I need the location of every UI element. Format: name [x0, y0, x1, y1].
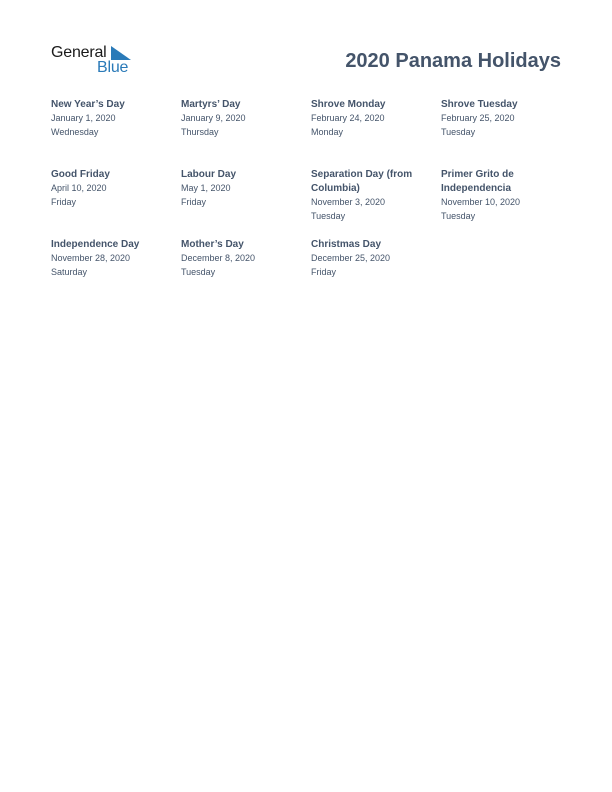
- holiday-weekday: Tuesday: [441, 126, 476, 137]
- holiday-item: [311, 98, 441, 168]
- holiday-weekday: Friday: [311, 266, 337, 277]
- holiday-grid: [51, 98, 571, 308]
- holiday-date: February 24, 2020: [311, 113, 385, 123]
- holiday-weekday: Monday: [311, 126, 344, 137]
- logo-text-general: General: [51, 44, 107, 61]
- logo-text-blue: Blue: [97, 59, 129, 76]
- holiday-item: [181, 98, 311, 168]
- holiday-date: November 3, 2020: [311, 197, 386, 207]
- holiday-date: December 8, 2020: [181, 253, 256, 263]
- holiday-name: Separation Day (from Columbia): [311, 169, 413, 194]
- holiday-item: [441, 98, 571, 168]
- holiday-date: May 1, 2020: [181, 183, 231, 193]
- holiday-weekday: Friday: [51, 196, 77, 207]
- holiday-item: [181, 238, 311, 308]
- holiday-name: Shrove Monday: [311, 99, 386, 110]
- holiday-item: [311, 238, 441, 308]
- holiday-item: [51, 168, 181, 238]
- holiday-date: January 1, 2020: [51, 113, 116, 123]
- holiday-name: Shrove Tuesday: [441, 99, 518, 110]
- holiday-weekday: Thursday: [181, 126, 219, 137]
- holiday-item: [181, 168, 311, 238]
- holiday-name: Labour Day: [181, 169, 237, 180]
- holiday-date: November 10, 2020: [441, 197, 521, 207]
- holiday-weekday: Wednesday: [51, 126, 99, 137]
- logo-triangle-icon: [111, 46, 131, 60]
- holiday-date: April 10, 2020: [51, 183, 107, 193]
- holiday-date: November 28, 2020: [51, 253, 131, 263]
- holiday-date: February 25, 2020: [441, 113, 515, 123]
- holiday-item: [51, 238, 181, 308]
- holiday-name: Good Friday: [51, 169, 110, 180]
- holiday-weekday: Friday: [181, 196, 207, 207]
- page-title: 2020 Panama Holidays: [345, 50, 561, 72]
- holiday-item: [311, 168, 441, 238]
- holiday-weekday: Tuesday: [441, 210, 476, 221]
- holiday-name: Mother’s Day: [181, 239, 244, 250]
- holiday-name: Independence Day: [51, 239, 140, 250]
- generalblue-logo: [51, 44, 135, 78]
- holiday-weekday: Saturday: [51, 266, 88, 277]
- holiday-date: December 25, 2020: [311, 253, 391, 263]
- holiday-weekday: Tuesday: [181, 266, 216, 277]
- holiday-item: [441, 168, 571, 238]
- holiday-name: Primer Grito de Independencia: [441, 169, 514, 194]
- holiday-name: New Year’s Day: [51, 99, 125, 110]
- holiday-name: Christmas Day: [311, 239, 382, 250]
- holiday-item: [51, 98, 181, 168]
- holiday-date: January 9, 2020: [181, 113, 246, 123]
- holiday-weekday: Tuesday: [311, 210, 346, 221]
- holiday-name: Martyrs’ Day: [181, 99, 241, 110]
